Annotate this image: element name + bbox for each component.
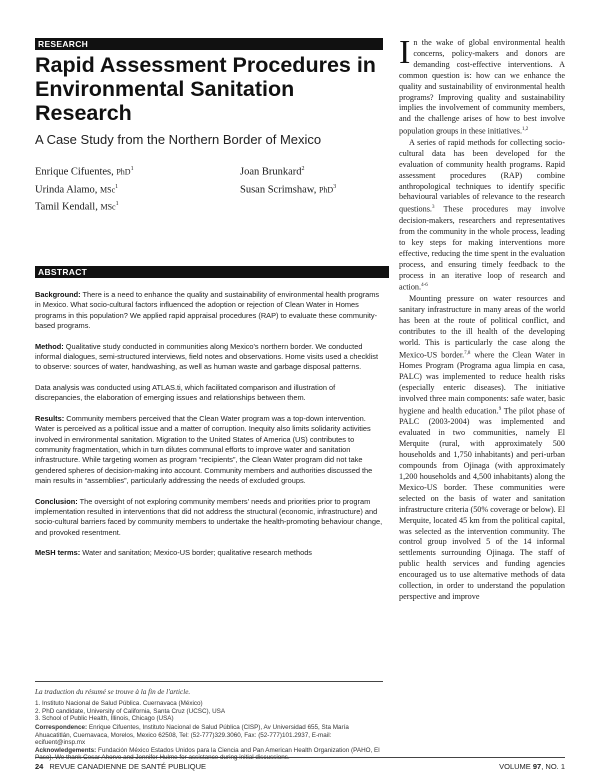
author: Enrique Cifuentes, PhD$^1$: [35, 166, 134, 178]
intro-paragraph: In the wake of global environmental health concerns, policy-makers and donors are demanding cost-effective interventions. A common question is: how can we enhance the quality and sustainability of environmental health programs? Improving quality and sustainability implies the involvement of community members, and the challenge arises of how to best involve population groups in these initiatives.$^{1,2}$: [399, 34, 565, 136]
affiliations: [35, 700, 383, 723]
body-paragraph: A series of rapid methods for collecting socio-cultural data has been developed for the evaluation of community health programs. Rapid assessment procedures (RAP) combine anthropological techniques to identify specific behavioural variables of relevance to the research questions.$^3$ These procedures may involve decision-makers, researchers and representatives from the community in the whole process, leading to key steps for making interventions more effective, reducing the time spent in the evaluation process, and ensuring timely feedback to the process in an iterative loop of research and action.$^{4-6}$: [399, 137, 565, 293]
drop-cap: I: [399, 34, 411, 71]
traduction-note: La traduction du résumé se trouve à la fin de l'article.: [35, 688, 191, 696]
abstract-results: Results: Community members perceived that the Clean Water program was a top-down intervention. Water is perceived as a political issue and a matter of corruption. Inequity also limits solidarity activities involved in environmental sanitation. Migration to the United States of America (US) contributes to community fragmentation, which in turn dilutes communal efforts to improve water and sanitation infrastructure. While targeting women as program “recipients”, the Clean Water program did not take gendered spheres of decision-making into account. Community members and authorities discussed the main results in “assemblies”, particularly addressing the needs of excluded groups.: [35, 414, 373, 485]
page-footer-left: [35, 762, 206, 771]
right-column: [399, 34, 565, 603]
abstract-body: [35, 290, 383, 569]
article-subtitle: A Case Study from the Northern Border of Mexico: [35, 132, 322, 147]
abstract-mesh: MeSH terms: Water and sanitation; Mexico-US border; qualitative research methods: [35, 548, 313, 558]
footnote-divider: [35, 681, 383, 682]
volume-info: VOLUME 97, NO. 1: [499, 762, 565, 771]
title-line: Research: [35, 101, 132, 125]
title-line: Environmental Sanitation: [35, 77, 295, 101]
correspondence-footnote: Correspondence: Enrique Cifuentes, Instituto Nacional de Salud Pública (CISP), Av Universidad 655, Sta María Ahuacatitlán, Cuernavaca, Morelos, Mexico 62508, Tel: (52-777)329.3060, Fax: (52-777)101.2937, E-mail: ecifuent@insp.mx Acknowledgements: Fundación México Estados Unidos para la Ciencia and Pan American Health Organization (PAHO, El Paso). We thank Cesar Ahorve and Jennifer Hulme for assistance during initial discussions.: [35, 724, 380, 762]
journal-name: REVUE CANADIENNE DE SANTÉ PUBLIQUE: [49, 762, 207, 771]
abstract-background: Background: There is a need to enhance the quality and sustainability of environmental health programs in Mexico. What socio-cultural factors influenced the adoption or rejection of Clean Water in Homes programs in this population? We applied rapid appraisal procedures (RAP) to evaluate these community-based programs.: [35, 290, 380, 330]
abstract-method-analysis: Data analysis was conducted using ATLAS.ti, which facilitated comparison and illustration of discrepancies, the elaboration of emerging issues and relationships between them.: [35, 383, 336, 403]
body-paragraph: Mounting pressure on water resources and sanitary infrastructure in many areas of the world has been at the route of political conflict, and contributes to the ill health of the developing world. This is particularly the case along the Mexico-US border.$^{7,8}$ where the Clean Water in Homes Program (Programa agua limpia en casa, PALC) was implemented to reduce health risks (especially enteric diseases). The initiative involved three main components: safe water, basic hygiene and health education.$^9$ The pilot phase of PALC (2003-2004) was implemented and evaluated in two communities, namely El Merquite (rural, with approximately 500 households and 1,750 inhabitants) and peri-urban compounds from Ojinaga (with approximately 1,200 households and 4,500 inhabitants) along the Mexico-US border. These communities were selected on the basis of water and sanitation infrastructure criteria (50% coverage or below). El Merquite, located 45 km from the political capital, was selected as the intervention community. The control group involved 5 of the 14 informal settlements surrounding Ojinaga. The staff of public health services and funding agencies encouraged us to use alternative methods of data collection, in order to understand the population perspective and improve: [399, 294, 565, 601]
left-column: [35, 38, 383, 558]
author-column-right: [240, 162, 380, 197]
page-footer-divider: [35, 757, 565, 758]
author: Tamil Kendall, MSc$^1$: [35, 201, 119, 213]
affiliation: 3. School of Public Health, Illinois, Chicago (USA): [35, 715, 174, 723]
affiliation: 1. Instituto Nacional de Salud Pública. Cuernavaca (México): [35, 700, 203, 707]
section-label: RESEARCH: [35, 38, 383, 50]
author-column-left: [35, 162, 215, 215]
abstract-method: Method: Qualitative study conducted in communities along Mexico's northern border. We conducted informal dialogues, semi-structured interviews, field notes and observations. Home visits used a checklist to observe: sources of water, handwashing, as well as human waste and garbage disposal patterns.: [35, 341, 378, 372]
abstract-heading: ABSTRACT: [35, 266, 389, 278]
title-line: Rapid Assessment Procedures in: [35, 53, 376, 77]
page-number: 24: [35, 762, 44, 771]
page-footer: [35, 762, 565, 773]
author: Joan Brunkard$^2$: [240, 166, 305, 178]
author: Susan Scrimshaw, PhD$^3$: [240, 183, 337, 195]
author: Urinda Alamo, MSc$^1$: [35, 183, 119, 195]
affiliation: 2. PhD candidate, University of California, Santa Cruz (UCSC), USA: [35, 707, 226, 715]
abstract-conclusion: Conclusion: The oversight of not exploring community members' needs and priorities prior to program implementation resulted in interventions that did not address the structural (economic, infrastructure) and socio-cultural barriers faced by community members to undertake the health-promoting behaviour change, and provoked resentment.: [35, 496, 383, 537]
article-title: [35, 53, 383, 125]
author-list: [35, 162, 383, 220]
